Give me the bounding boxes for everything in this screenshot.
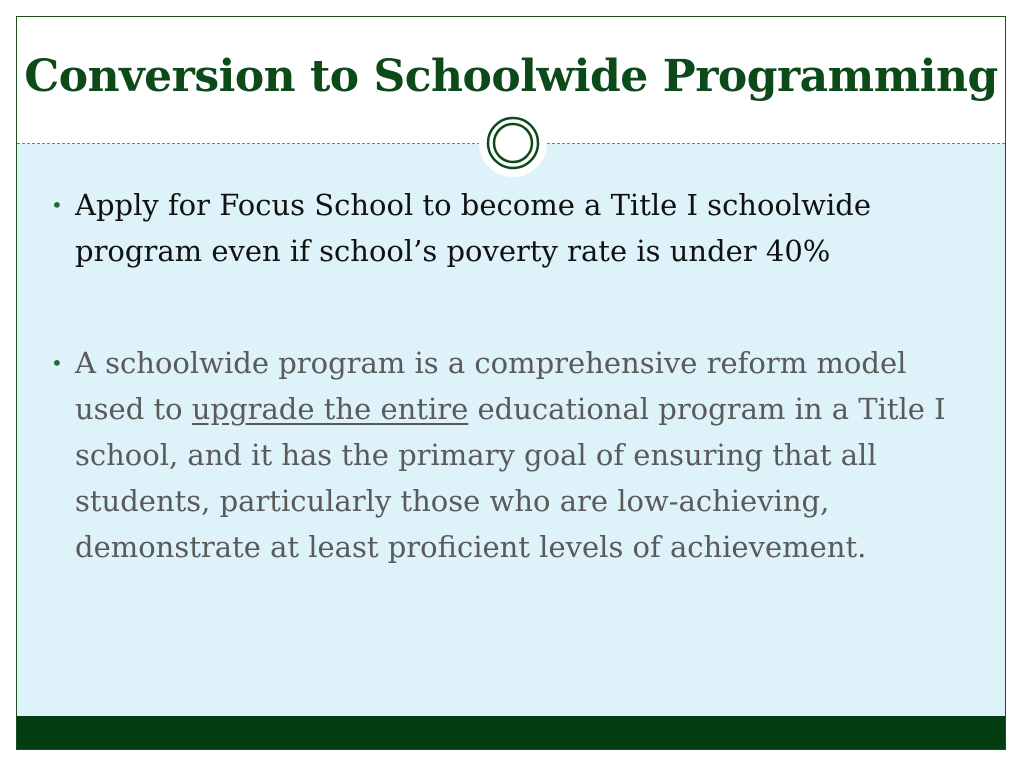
bullet-text-before: A schoolwide program is a comprehensive reform model used to — [75, 346, 907, 426]
bullet-item-schoolwide-definition — [51, 340, 951, 570]
bullet-marker: • — [51, 193, 63, 217]
double-ring-icon — [479, 109, 547, 177]
bullet-text-after: educational program in a Title I school, and it has the primary goal of ensuring that all students, particularly those who are low-achieving, demonstrate at least proficient levels of achievement. — [75, 392, 946, 564]
bullet-list — [51, 182, 951, 570]
bullet-text-underlined: upgrade the entire — [191, 392, 469, 426]
slide — [16, 16, 1006, 750]
bullet-text: Apply for Focus School to become a Title I schoolwide program even if school’s poverty rate is under 40% — [75, 188, 871, 268]
bullet-item-focus-school — [51, 182, 951, 274]
slide-title: Conversion to Schoolwide Programming — [24, 51, 998, 102]
footer-bar — [17, 716, 1005, 750]
bullet-marker: • — [51, 351, 63, 375]
